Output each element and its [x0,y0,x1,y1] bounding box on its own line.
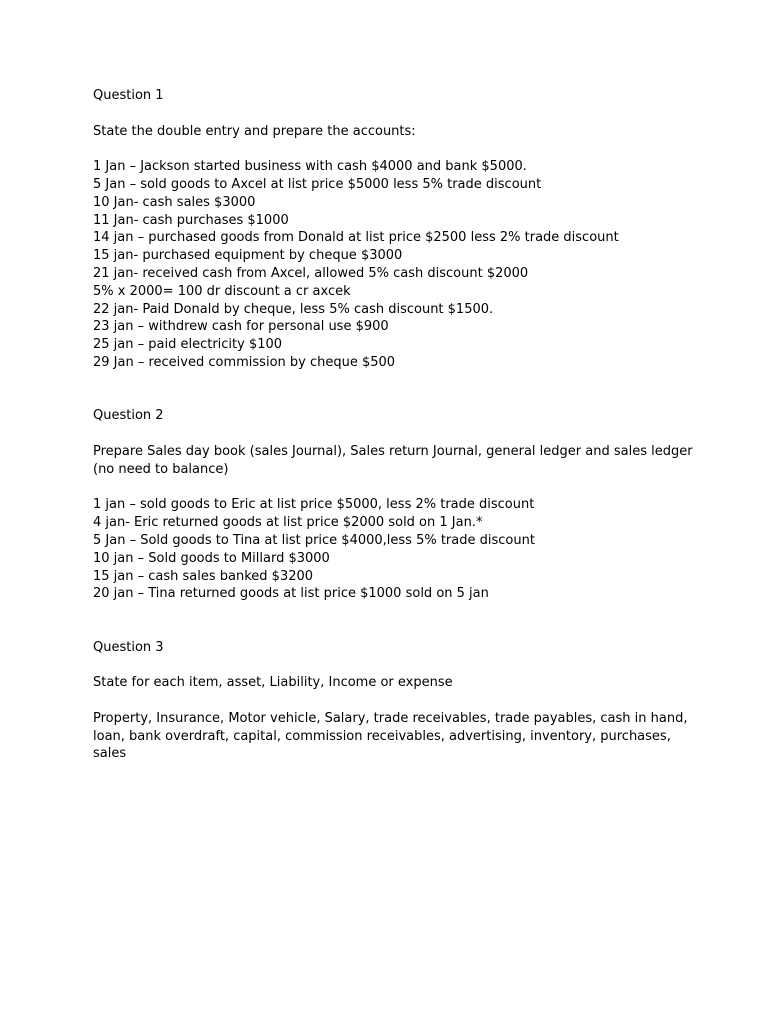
list-item: 4 jan- Eric returned goods at list price $2000 sold on 1 Jan.* [93,515,483,531]
question-1-heading: Question 1 [93,88,164,103]
question-3-heading: Question 3 [93,639,164,655]
list-item: 11 Jan- cash purchases $1000 [93,212,289,228]
list-item: 25 jan – paid electricity $100 [93,337,283,353]
question-1-instruction: State the double entry and prepare the accounts: [93,123,416,139]
list-item: 15 jan – cash sales banked $3200 [93,568,314,584]
list-item: 10 Jan- cash sales $3000 [93,194,256,210]
question-1-list [93,158,693,372]
list-item: 21 jan- received cash from Axcel, allowed 5% cash discount $2000 [93,265,529,281]
list-item: 15 jan- purchased equipment by cheque $3000 [93,248,403,264]
list-item: 14 jan – purchased goods from Donald at list price $2500 less 2% trade discount [93,230,619,246]
question-3-item-list: Property, Insurance, Motor vehicle, Salary, trade receivables, trade payables, cash in hand, loan, bank overdraft, capital, commission receivables, advertising, inventory, purchases, sales [93,710,688,762]
list-item: 1 Jan – Jackson started business with cash $4000 and bank $5000. [93,159,527,175]
list-item: 5 Jan – Sold goods to Tina at list price $4000,less 5% trade discount [93,532,535,548]
question-2-instruction: Prepare Sales day book (sales Journal), Sales return Journal, general ledger and sales ledger (no need to balance) [93,443,693,477]
list-item: 10 jan – Sold goods to Millard $3000 [93,550,330,566]
list-item: 29 Jan – received commission by cheque $500 [93,354,396,370]
list-item: 1 jan – sold goods to Eric at list price $5000, less 2% trade discount [93,497,535,513]
question-3-instruction: State for each item, asset, Liability, Income or expense [93,675,453,691]
list-item: 5% x 2000= 100 dr discount a cr axcek [93,283,351,299]
question-2-heading: Question 2 [93,408,164,424]
list-item: 5 Jan – sold goods to Axcel at list price $5000 less 5% trade discount [93,176,542,192]
list-item: 20 jan – Tina returned goods at list price $1000 sold on 5 jan [93,586,489,602]
list-item: 23 jan – withdrew cash for personal use $900 [93,319,389,335]
document-page [93,87,693,763]
question-2-list [93,496,693,603]
list-item: 22 jan- Paid Donald by cheque, less 5% cash discount $1500. [93,301,494,317]
